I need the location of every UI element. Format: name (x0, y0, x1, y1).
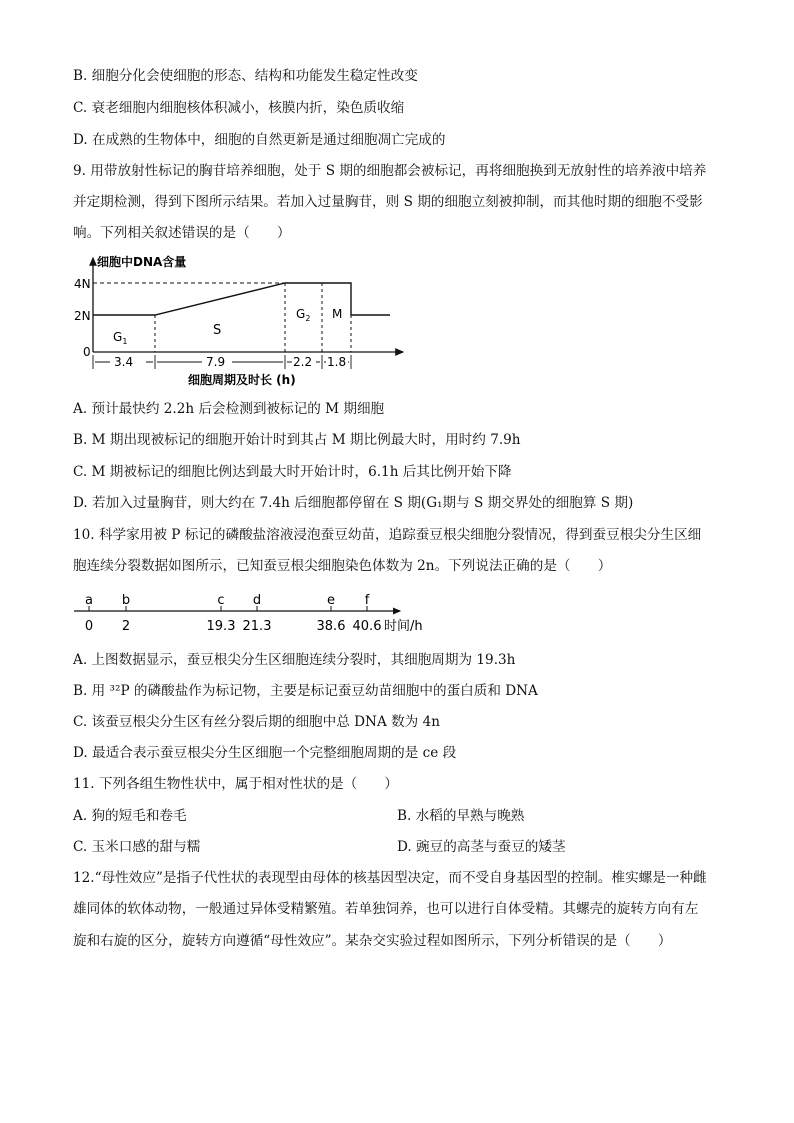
tick-4n: 4N (74, 277, 91, 291)
q11-option-c: C. 玉米口感的甜与糯 (73, 839, 201, 855)
phase-s-label: S (213, 323, 222, 338)
q9-stem-line-1: 9. 用带放射性标记的胸苷培养细胞，处于 S 期的细胞都会被标记，再将细胞换到无放射性的培养液中培养 (73, 163, 707, 179)
q10-option-d: D. 最适合表示蚕豆根尖分生区细胞一个完整细胞周期的是 ce 段 (73, 745, 457, 761)
q9-option-a: A. 预计最快约 2.2h 后会检测到被标记的 M 期细胞 (73, 401, 385, 417)
q8-option-d: D. 在成熟的生物体中，细胞的自然更新是通过细胞凋亡完成的 (73, 132, 446, 148)
timeline-value-d: 21.3 (242, 619, 272, 634)
time-unit-label: 时间/h (384, 619, 423, 634)
q12-stem-line-3: 旋和右旋的区分，旋转方向遵循“母性效应”。某杂交实验过程如图所示，下列分析错误的是（ ） (73, 933, 672, 949)
q9-option-b: B. M 期出现被标记的细胞开始计时到其占 M 期比例最大时，用时约 7.9h (73, 432, 521, 448)
duration-s: 7.9 (206, 355, 226, 369)
cell-cycle-dna-diagram (0, 248, 794, 393)
q9-stem-line-2: 并定期检测，得到下图所示结果。若加入过量胸苷，则 S 期的细胞立刻被抑制，而其他时期的细胞不受影 (73, 194, 703, 210)
timeline-letter-c: c (217, 593, 225, 608)
q11-stem: 11. 下列各组生物性状中，属于相对性状的是（ ） (73, 776, 399, 792)
phase-g2-label: $G_2$ (296, 307, 311, 323)
x-axis-label: 细胞周期及时长 (h) (188, 373, 296, 387)
q10-stem-line-1: 10. 科学家用被 P 标记的磷酸盐溶液浸泡蚕豆幼苗，追踪蚕豆根尖细胞分裂情况，得到蚕豆根尖分生区细 (73, 527, 702, 543)
q8-option-c: C. 衰老细胞内细胞核体积减小，核膜内折，染色质收缩 (73, 100, 405, 116)
q12-stem-line-2: 雄同体的软体动物，一般通过异体受精繁殖。若单独饲养，也可以进行自体受精。其螺壳的旋转方向有左 (73, 901, 699, 917)
q9-option-d: D. 若加入过量胸苷，则大约在 7.4h 后细胞都停留在 S 期(G₁期与 S 期交界处的细胞算 S 期) (73, 495, 634, 511)
q8-option-b: B. 细胞分化会使细胞的形态、结构和功能发生稳定性改变 (73, 68, 418, 84)
timeline-letter-f: f (364, 593, 370, 608)
timeline-value-f: 40.6 (352, 619, 382, 634)
timeline-value-e: 38.6 (316, 619, 346, 634)
q10-option-b: B. 用 ³²P 的磷酸盐作为标记物，主要是标记蚕豆幼苗细胞中的蛋白质和 DNA (73, 683, 538, 699)
phase-g1-label: $G_1$ (113, 330, 128, 346)
timeline-letter-b: b (121, 593, 131, 608)
q9-stem-line-3: 响。下列相关叙述错误的是（ ） (73, 225, 291, 241)
dna-content-line (93, 283, 390, 315)
timeline-letter-d: d (252, 593, 262, 608)
duration-g2: 2.2 (293, 355, 313, 369)
timeline-letter-a: a (85, 593, 93, 608)
q10-option-a: A. 上图数据显示，蚕豆根尖分生区细胞连续分裂时，其细胞周期为 19.3h (73, 652, 516, 668)
duration-m: 1.8 (327, 355, 347, 369)
timeline-value-b: 2 (121, 619, 131, 634)
timeline-value-a: 0 (84, 619, 94, 634)
q12-stem-line-1: 12.“母性效应”是指子代性状的表现型由母体的核基因型决定，而不受自身基因型的控制。椎实螺是一种雌 (73, 870, 707, 886)
phase-m-label: M (332, 307, 343, 321)
duration-g1: 3.4 (114, 355, 134, 369)
y-axis-label: 细胞中DNA含量 (97, 255, 187, 269)
q11-option-a: A. 狗的短毛和卷毛 (73, 808, 187, 824)
timeline-value-c: 19.3 (206, 619, 236, 634)
q9-option-c: C. M 期被标记的细胞比例达到最大时开始计时，6.1h 后其比例开始下降 (73, 464, 512, 480)
q11-option-b: B. 水稻的早熟与晚熟 (397, 808, 525, 824)
tick-2n: 2N (74, 309, 91, 323)
timeline-letter-e: e (327, 593, 335, 608)
origin-zero: 0 (83, 345, 91, 359)
cell-division-timeline (0, 588, 794, 638)
q11-option-d: D. 豌豆的高茎与蚕豆的矮茎 (397, 839, 566, 855)
q10-stem-line-2: 胞连续分裂数据如图所示，已知蚕豆根尖细胞染色体数为 2n。下列说法正确的是（ ） (73, 558, 612, 574)
q10-option-c: C. 该蚕豆根尖分生区有丝分裂后期的细胞中总 DNA 数为 4n (73, 714, 441, 730)
